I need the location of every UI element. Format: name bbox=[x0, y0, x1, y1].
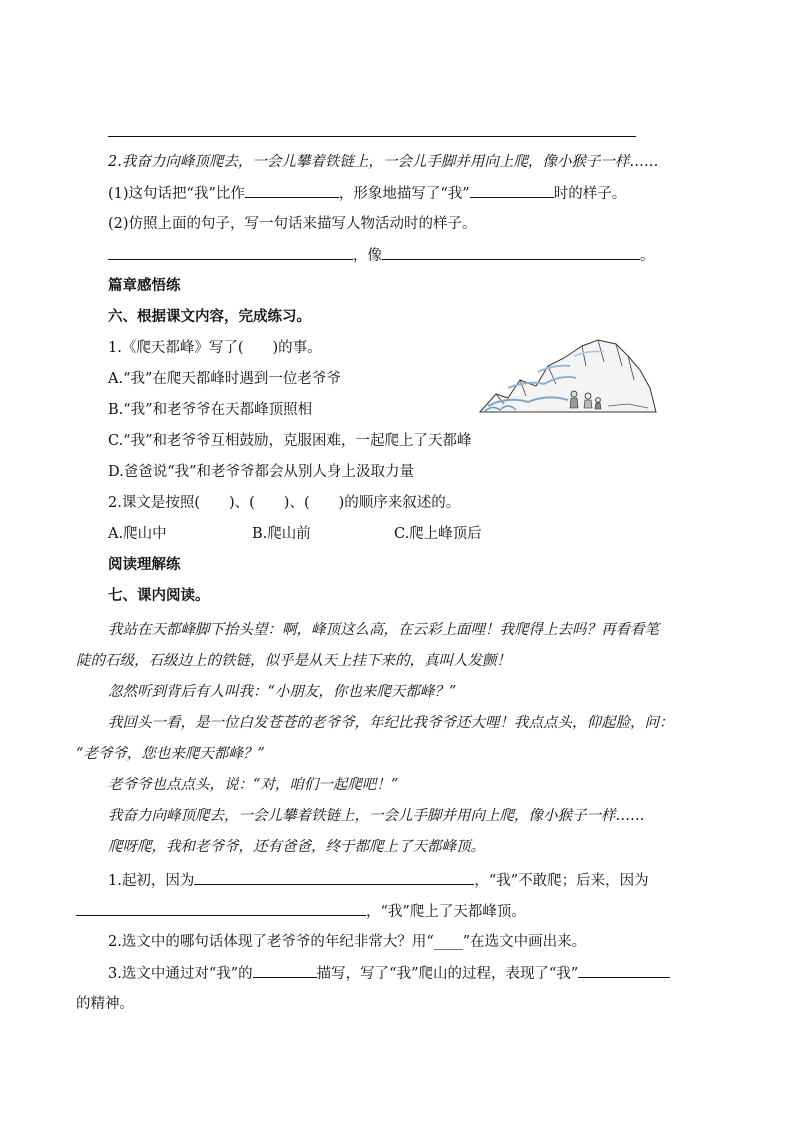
q2-intro: 2.我奋力向峰顶爬去，一会儿攀着铁链上，一会儿手脚并用向上爬，像小猴子一样…… bbox=[108, 154, 659, 170]
s7-q3-text-a: 3.选文中通过对“我”的 bbox=[108, 966, 253, 982]
s6-q2-option-a[interactable]: A.爬山中 bbox=[108, 526, 167, 542]
q2-1-text-b: ，形象地描写了“我” bbox=[338, 186, 470, 202]
passage-line: 我回头一看，是一位白发苍苍的老爷爷，年纪比我爷爷还大哩！我点点头，仰起脸，问： bbox=[108, 715, 674, 731]
blank-spirit[interactable] bbox=[578, 963, 670, 978]
s6-q2-option-c[interactable]: C.爬上峰顶后 bbox=[394, 526, 482, 542]
s6-q1-option-d[interactable]: D.爸爸说“我”和老爷爷都会从别人身上汲取力量 bbox=[108, 464, 415, 480]
section6-title: 六、根据课文内容，完成练习。 bbox=[108, 308, 311, 325]
passage-line: 老爷爷也点点头，说：“对，咱们一起爬吧！” bbox=[108, 777, 399, 793]
s7-q3 bbox=[108, 963, 670, 984]
s7-q1-text-b: ，“我”不敢爬；后来，因为 bbox=[474, 873, 649, 889]
blank-reason-later[interactable] bbox=[76, 901, 366, 916]
s6-q2-options bbox=[108, 524, 482, 544]
section7-title: 七、课内阅读。 bbox=[108, 587, 210, 604]
passage-line: 忽然听到背后有人叫我：“小朋友，你也来爬天都峰？” bbox=[108, 684, 457, 700]
s7-q2: 2.选文中的哪句话体现了老爷爷的年纪非常大？用“____”在选文中画出来。 bbox=[108, 934, 587, 950]
q2-2-like: ，像 bbox=[353, 248, 382, 264]
passage-line: 我站在天都峰脚下抬头望：啊，峰顶这么高，在云彩上面哩！我爬得上去吗？再看看笔 bbox=[108, 622, 659, 638]
q2-2-end: 。 bbox=[640, 248, 655, 264]
s6-q1-option-b[interactable]: B.“我”和老爷爷在天都峰顶照相 bbox=[108, 402, 313, 418]
s6-q2: 2.课文是按照( )、( )、( )的顺序来叙述的。 bbox=[108, 495, 461, 511]
passage-line: 陡的石级，石级边上的铁链，似乎是从天上挂下来的，真叫人发颤！ bbox=[76, 653, 511, 669]
blank-reason-initial[interactable] bbox=[194, 870, 474, 885]
s6-q2-option-b[interactable]: B.爬山前 bbox=[252, 526, 311, 542]
s7-q1 bbox=[108, 870, 649, 891]
section-heading-yuedu: 阅读理解练 bbox=[108, 556, 181, 573]
q2-2: (2)仿照上面的句子，写一句话来描写人物活动时的样子。 bbox=[108, 216, 477, 232]
passage-line: 我奋力向峰顶爬去，一会儿攀着铁链上，一会儿手脚并用向上爬，像小猴子一样…… bbox=[108, 808, 645, 824]
blank-description[interactable] bbox=[253, 963, 317, 978]
passage-line: 爬呀爬，我和老爷爷，还有爸爸，终于都爬上了天都峰顶。 bbox=[108, 839, 485, 855]
blank-imitate-2[interactable] bbox=[382, 245, 640, 260]
s7-q1-text-c: ，“我”爬上了天都峰顶。 bbox=[366, 904, 526, 920]
mountain-illustration bbox=[478, 336, 658, 416]
s7-q1-cont bbox=[76, 901, 526, 922]
blank-simile[interactable] bbox=[245, 183, 339, 198]
s7-q3-text-b: 描写，写了“我”爬山的过程，表现了“我” bbox=[316, 966, 579, 982]
s6-q1-option-c[interactable]: C.“我”和老爷爷互相鼓励，克服困难，一起爬上了天都峰 bbox=[108, 433, 472, 449]
q2-1-text-c: 时的样子。 bbox=[553, 186, 627, 202]
answer-line bbox=[108, 136, 636, 137]
q2-2-answer bbox=[108, 245, 655, 266]
s6-q1-option-a[interactable]: A.“我”在爬天都峰时遇到一位老爷爷 bbox=[108, 371, 341, 387]
s6-q1: 1.《爬天都峰》写了( )的事。 bbox=[108, 340, 322, 356]
s7-q3-end: 的精神。 bbox=[76, 996, 134, 1012]
s7-q1-text-a: 1.起初，因为 bbox=[108, 873, 195, 889]
blank-imitate-1[interactable] bbox=[108, 245, 353, 260]
q2-1-text-a: (1)这句话把“我”比作 bbox=[108, 186, 245, 202]
section-heading-pianzhang: 篇章感悟练 bbox=[108, 277, 181, 294]
q2-1 bbox=[108, 183, 626, 204]
passage-line: “老爷爷，您也来爬天都峰？” bbox=[76, 746, 265, 762]
blank-action[interactable] bbox=[470, 183, 554, 198]
